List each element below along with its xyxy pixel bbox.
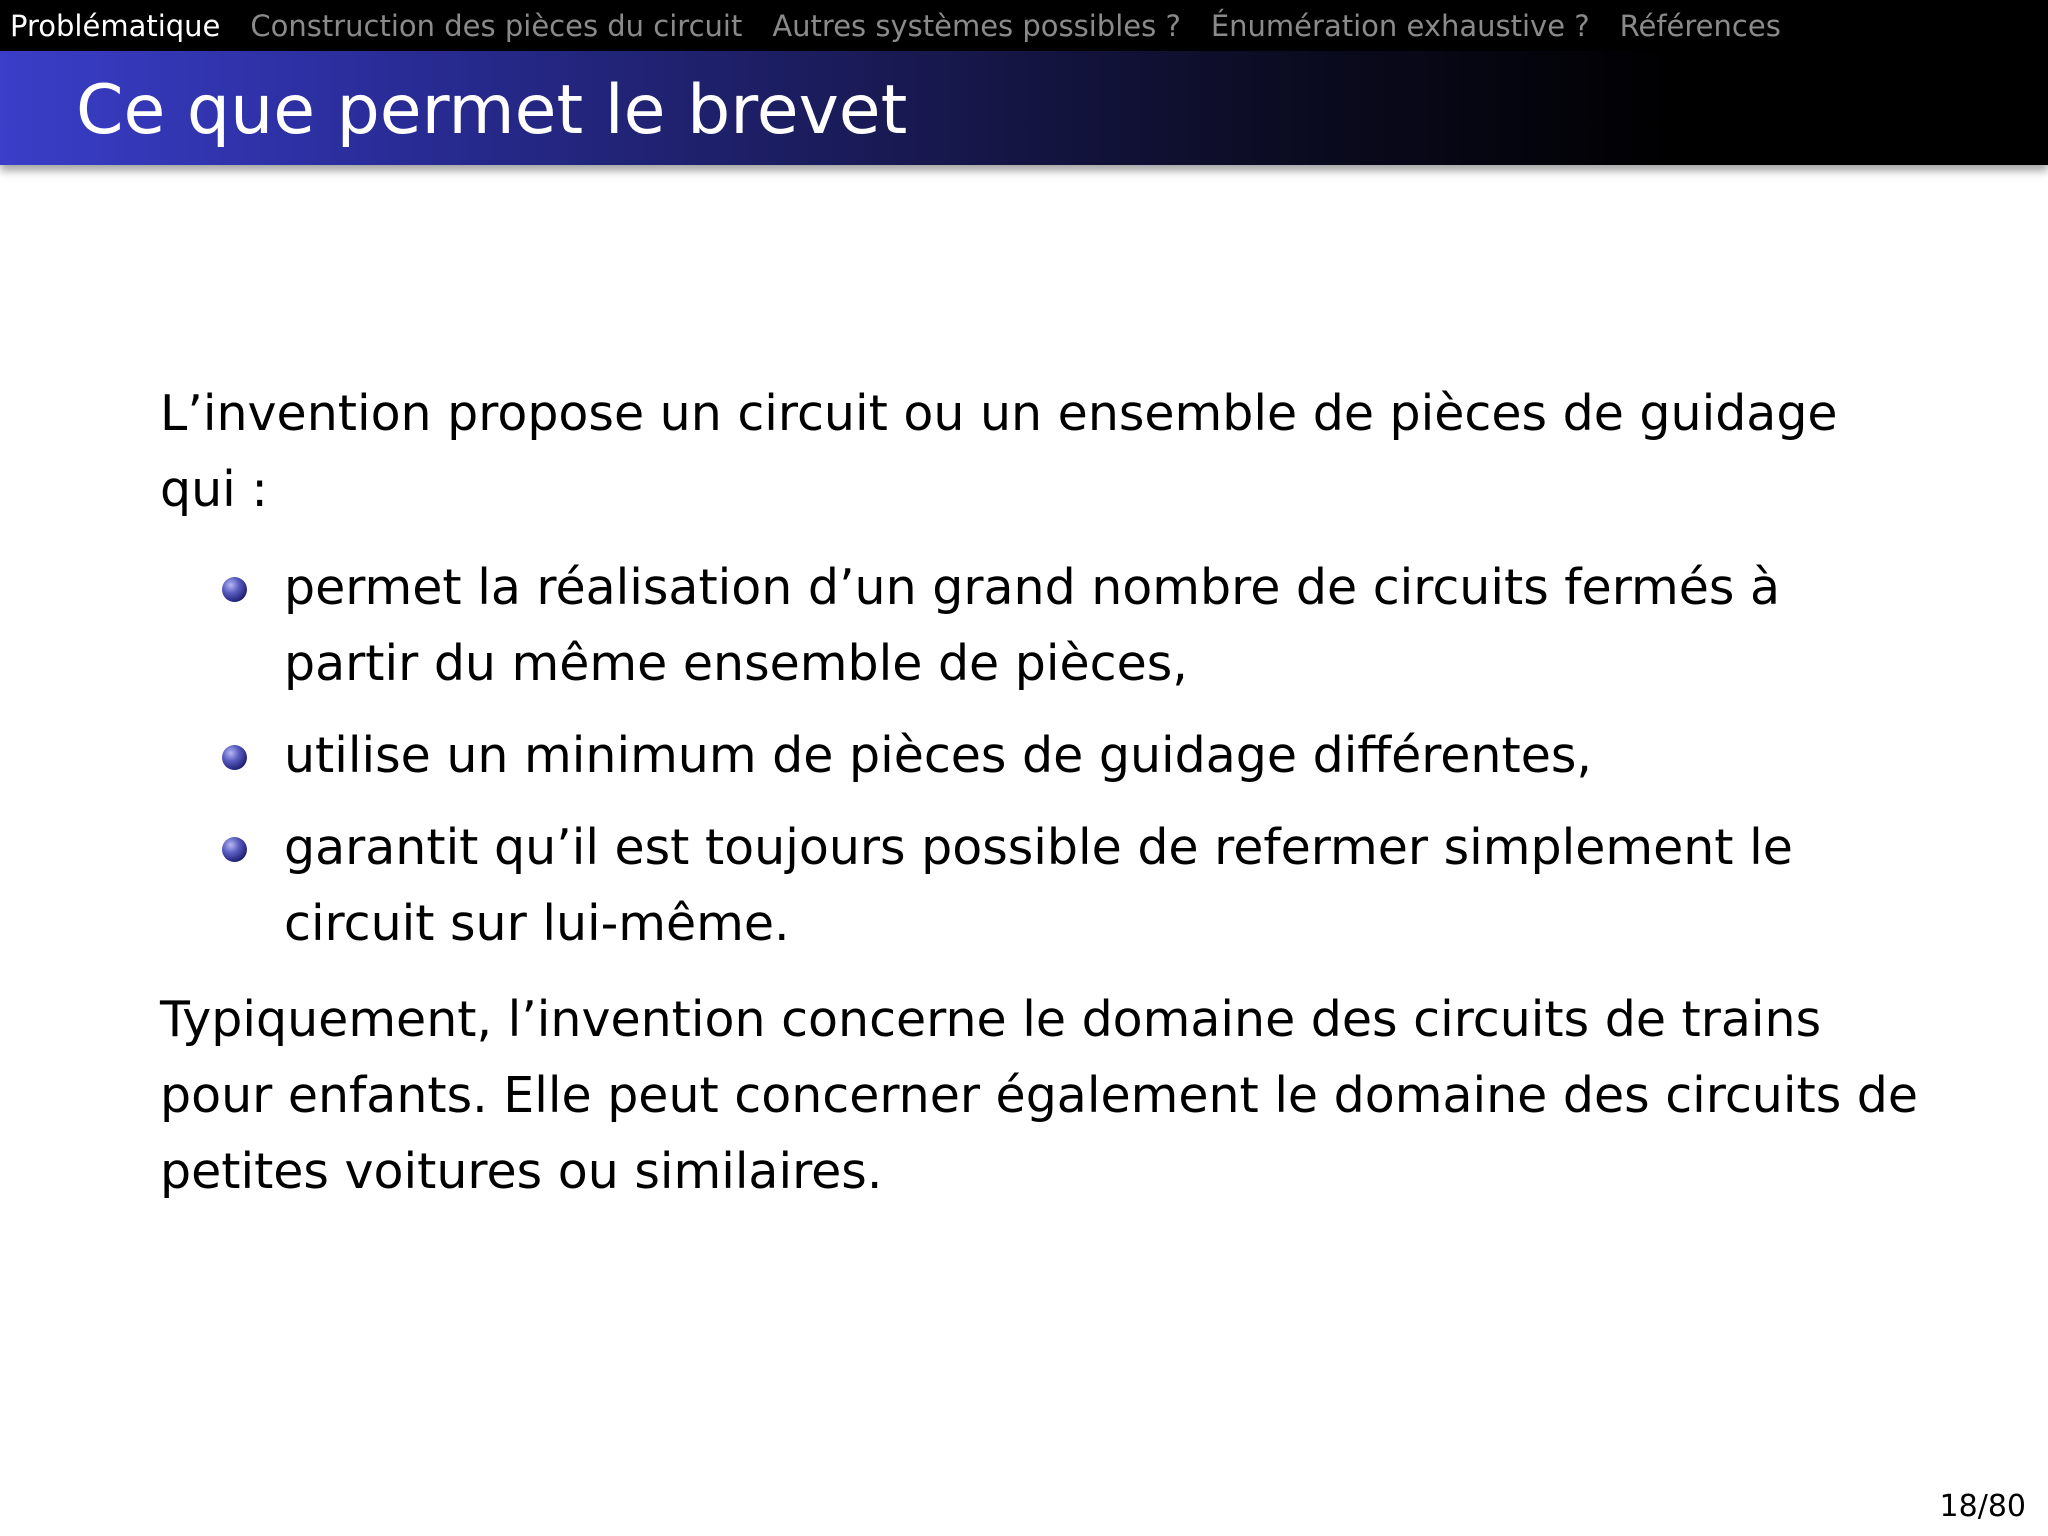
bullet-icon — [222, 745, 247, 770]
page-number: 18/80 — [1939, 1489, 2026, 1524]
bullet-icon — [222, 577, 247, 602]
intro-paragraph: L’invention propose un circuit ou un ensemble de pièces de guidage qui : — [160, 385, 1838, 518]
slide-title: Ce que permet le brevet — [76, 71, 908, 150]
nav-item-autres-systemes[interactable]: Autres systèmes possibles ? — [772, 8, 1181, 43]
list-item — [160, 550, 1920, 702]
bullet-icon — [222, 837, 247, 862]
nav-item-references[interactable]: Références — [1619, 8, 1781, 43]
list-item-text: permet la réalisation d’un grand nombre de circuits fermés à partir du même ensemble de pièces, — [284, 559, 1780, 692]
conclusion-paragraph: Typiquement, l’invention concerne le domaine des circuits de trains pour enfants. Elle peut concerner également le domaine des circuits de petites voitures ou similaires. — [160, 991, 1919, 1200]
nav-item-problematique[interactable]: Problématique — [10, 8, 221, 43]
list-item — [160, 718, 1920, 794]
bullet-list — [160, 550, 1920, 962]
section-navigation — [0, 0, 2048, 51]
nav-item-construction[interactable]: Construction des pièces du circuit — [250, 8, 743, 43]
list-item-text: garantit qu’il est toujours possible de refermer simplement le circuit sur lui-même. — [284, 819, 1793, 952]
slide-content — [160, 376, 1920, 1210]
nav-item-enumeration[interactable]: Énumération exhaustive ? — [1210, 8, 1590, 43]
list-item-text: utilise un minimum de pièces de guidage différentes, — [284, 727, 1592, 784]
list-item — [160, 810, 1920, 962]
